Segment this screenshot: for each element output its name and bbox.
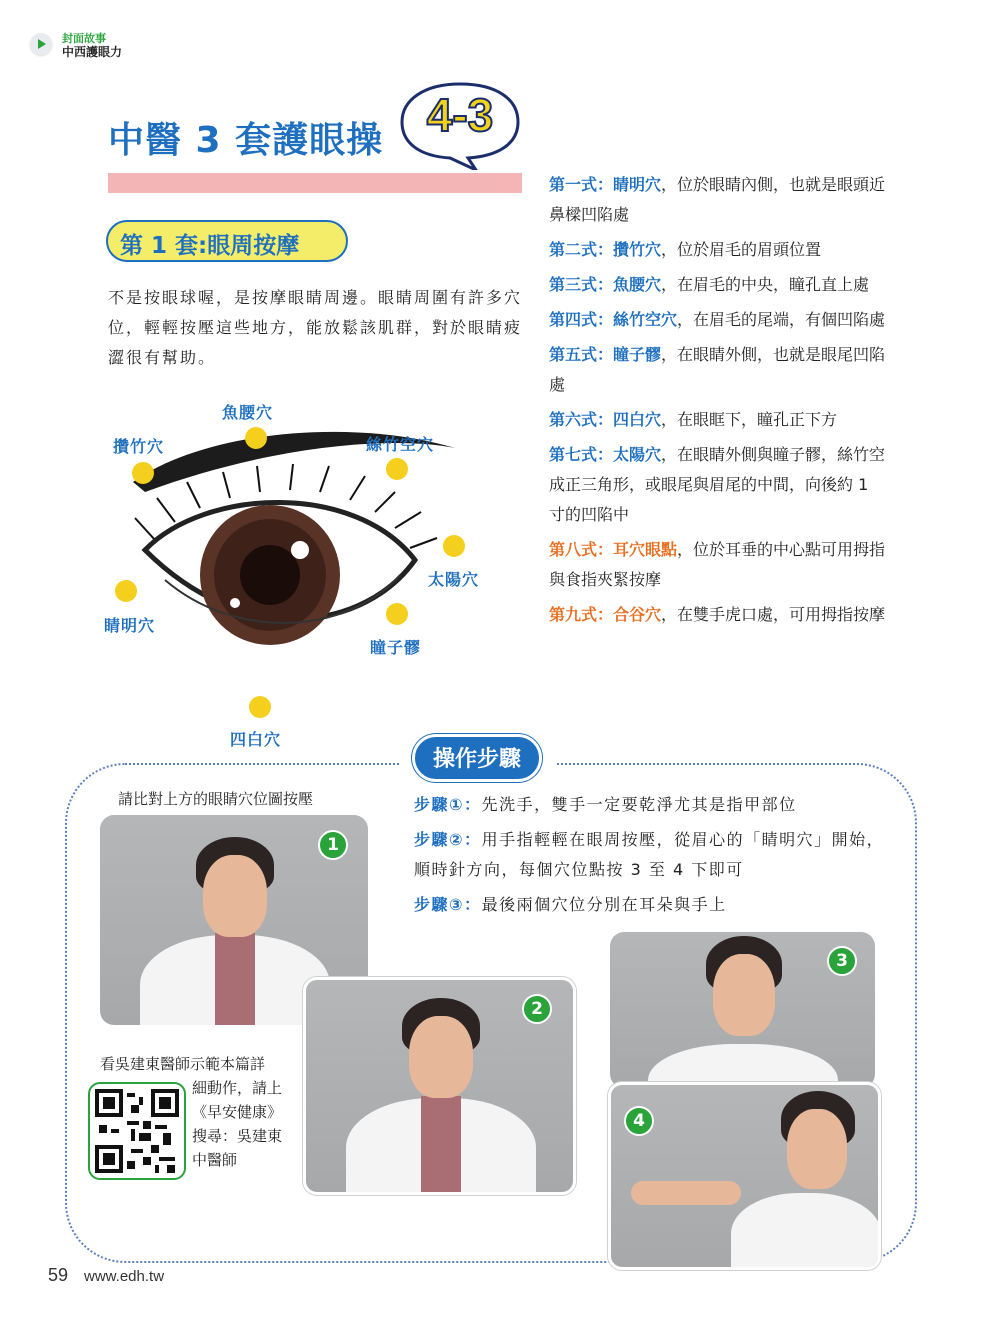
intro-paragraph: 不是按眼球喔，是按摩眼睛周邊。眼睛周圍有許多穴位，輕輕按壓這些地方，能放鬆該肌群，對於眼睛疲澀很有幫助。	[108, 288, 523, 367]
point-label-jingming: 睛明穴	[104, 616, 156, 635]
step-number-1: 1	[318, 830, 348, 860]
point-label-tongziliao: 瞳子髎	[370, 638, 422, 657]
qr-caption-line: 細動作，請上	[192, 1079, 283, 1097]
steps-badge-label: 操作步驟	[432, 747, 521, 772]
play-icon	[30, 33, 52, 55]
point-dot-tongziliao	[386, 603, 408, 625]
step-item: 步驟②：用手指輕輕在眼周按壓，從眉心的「睛明穴」開始，順時針方向，每個穴位點按 3 至 4 下即可	[414, 830, 885, 879]
point-label-taiyang: 太陽穴	[428, 570, 480, 589]
move-item: 第六式：四白穴，在眼眶下，瞳孔正下方	[549, 410, 838, 429]
point-label-sibai: 四白穴	[230, 730, 282, 749]
step-item: 步驟①：先洗手，雙手一定要乾淨尤其是指甲部位	[414, 795, 797, 814]
header-section: 中西護眼力	[62, 45, 123, 59]
move-item: 第四式：絲竹空穴，在眉毛的尾端，有個凹陷處	[549, 310, 886, 329]
move-item: 第九式：合谷穴，在雙手虎口處，可用拇指按摩	[549, 605, 886, 624]
step-number-4: 4	[624, 1106, 654, 1136]
page-number: 59	[48, 1265, 69, 1285]
point-dot-yuyao	[245, 427, 267, 449]
point-label-zanzhu: 攢竹穴	[113, 437, 165, 456]
moves-list	[549, 170, 889, 635]
point-label-sizhukong: 絲竹空穴	[366, 435, 435, 454]
set-badge-label: 第 1 套:眼周按摩	[120, 233, 300, 259]
point-dot-sizhukong	[386, 458, 408, 480]
point-dot-jingming	[115, 580, 137, 602]
point-dot-taiyang	[443, 535, 465, 557]
page-title: 中醫 3 套護眼操	[108, 120, 384, 161]
move-item: 第二式：攢竹穴，位於眉毛的眉頭位置	[549, 240, 822, 259]
point-label-yuyao: 魚腰穴	[222, 403, 274, 422]
qr-code-icon	[95, 1089, 179, 1173]
step-number-3: 3	[827, 946, 857, 976]
title-underline-bar	[108, 173, 522, 193]
qr-caption-line: 中醫師	[192, 1151, 238, 1169]
photo-instruction: 請比對上方的眼睛穴位圖按壓	[118, 790, 314, 808]
move-item: 第八式：耳穴眼點，位於耳垂的中心點可用拇指與食指夾緊按摩	[549, 540, 886, 589]
move-item: 第五式：瞳子髎，在眼睛外側，也就是眼尾凹陷處	[549, 345, 886, 394]
qr-caption-lines	[192, 1076, 282, 1172]
point-dot-zanzhu	[132, 462, 154, 484]
move-item: 第一式：睛明穴，位於眼睛內側，也就是眼頭近鼻樑凹陷處	[549, 175, 886, 224]
point-dot-sibai	[249, 696, 271, 718]
title-bubble-text: 4-3	[426, 89, 494, 141]
move-item: 第三式：魚腰穴，在眉毛的中央，瞳孔直上處	[549, 275, 870, 294]
step-item: 步驟③：最後兩個穴位分別在耳朵與手上	[414, 895, 727, 914]
qr-code-frame[interactable]	[88, 1082, 186, 1180]
header-category: 封面故事	[62, 32, 106, 45]
move-item: 第七式：太陽穴，在眼睛外側與瞳子髎，絲竹空成正三角形，或眼尾與眉尾的中間，向後約 1 寸的凹陷中	[549, 445, 886, 524]
qr-caption-line1: 看吳建東醫師示範本篇詳	[100, 1055, 266, 1073]
qr-caption-line: 搜尋：吳建東	[192, 1127, 283, 1145]
qr-caption-line: 《早安健康》	[192, 1103, 283, 1121]
site-url[interactable]: www.edh.tw	[84, 1268, 165, 1285]
steps-list	[414, 790, 894, 925]
step-number-2: 2	[522, 994, 552, 1024]
